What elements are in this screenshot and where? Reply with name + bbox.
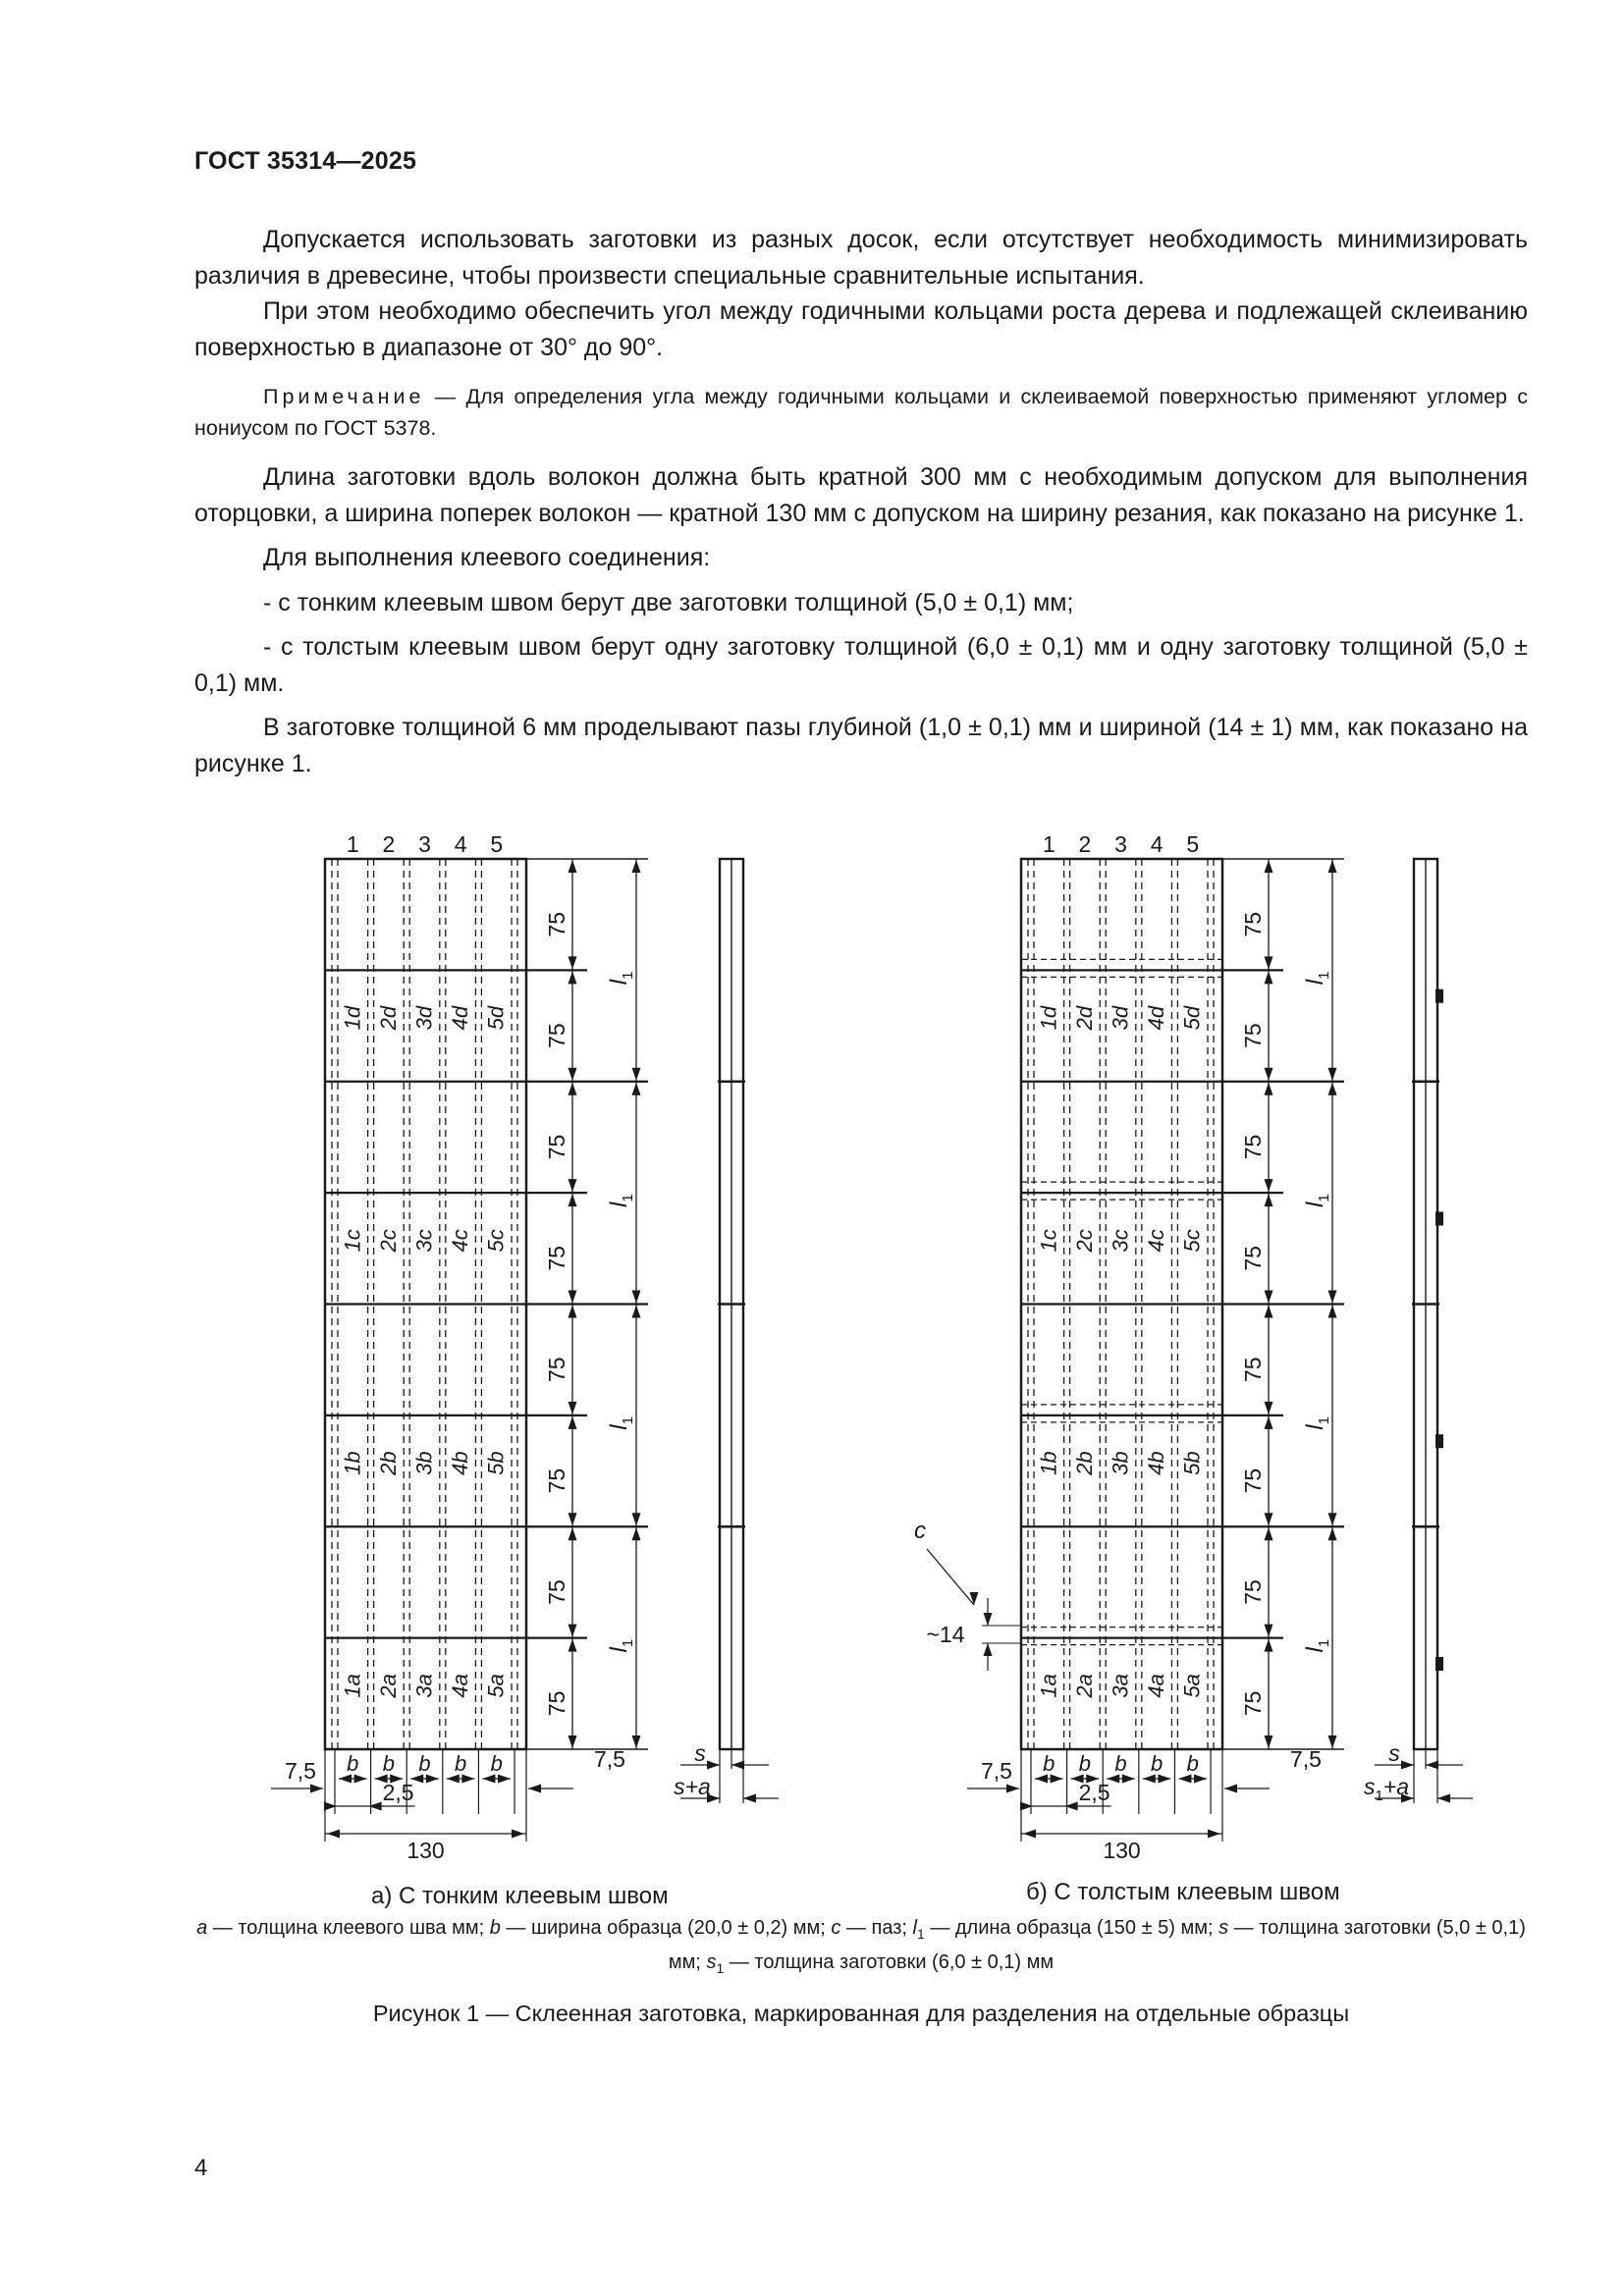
dimension-arrow <box>632 860 641 873</box>
list-item: - с толстым клеевым швом берут одну заготовку толщиной (6,0 ± 0,1) мм и одну заготовку толщиной (5,0 ± 0,1) мм. <box>194 633 1528 697</box>
dimension-arrow <box>568 1083 577 1095</box>
sample-label: 4c <box>1144 1229 1169 1253</box>
sample-label: 1c <box>1036 1229 1061 1253</box>
sample-length-dimension: $l_1$ <box>606 1416 636 1430</box>
sample-label: 4a <box>448 1674 473 1698</box>
dimension-arrow <box>1426 1761 1438 1770</box>
sample-label: 1c <box>340 1229 365 1253</box>
column-number: 5 <box>1186 831 1200 857</box>
dimension-arrow <box>568 956 577 969</box>
dimension-arrow <box>1265 1194 1273 1206</box>
dimension-arrow <box>1265 1068 1273 1081</box>
figure-legend: a — толщина клеевого шва мм; b — ширина образца (20,0 ± 0,2) мм; c — паз; $l_1$ — длина образца (150 ± 5) мм; s — толщина заготовки (5,0 ± 0,1) мм; $s_1$ — толщина заготовки (6,0 ± 0,1) мм <box>196 1917 1526 1976</box>
caption-thin-seam: а) С тонким клеевым швом <box>371 1883 669 1909</box>
dimension-arrow <box>1265 860 1273 873</box>
segment-dimension: 75 <box>1240 1134 1266 1160</box>
sample-label: 1b <box>1036 1451 1061 1475</box>
groove-width-dimension: ~14 <box>926 1622 965 1647</box>
dimension-arrow <box>707 1761 720 1770</box>
dimension-arrow <box>568 860 577 873</box>
sample-label: 5c <box>1179 1229 1205 1253</box>
sample-label: 4d <box>448 1005 473 1031</box>
dimension-arrow <box>632 1513 641 1525</box>
dimension-arrow <box>568 1291 577 1304</box>
sample-label: 4d <box>1144 1005 1169 1031</box>
sample-label: 1d <box>340 1005 365 1031</box>
strip-width-dimension: b <box>1078 1751 1092 1776</box>
paragraph: При этом необходимо обеспечить угол между годичными кольцами роста дерева и подлежащей склеиванию поверхностью в диапазоне от 30° до 90°. <box>194 297 1528 361</box>
sample-label: 4c <box>448 1229 473 1253</box>
dimension-arrow <box>1265 1513 1273 1525</box>
sample-label: 1a <box>340 1674 365 1698</box>
dimension-arrow <box>1224 1785 1237 1793</box>
sample-label: 5b <box>1179 1451 1205 1475</box>
segment-dimension: 75 <box>1240 1579 1266 1605</box>
sample-label: 3a <box>1108 1674 1133 1698</box>
segment-dimension: 75 <box>544 1468 569 1494</box>
groove-mark <box>1435 1211 1443 1225</box>
column-number: 3 <box>1114 831 1127 857</box>
dimension-arrow <box>512 1830 524 1839</box>
segment-dimension: 75 <box>1240 1468 1266 1494</box>
sample-label: 3d <box>1108 1005 1133 1031</box>
column-number: 5 <box>490 831 504 857</box>
dimension-arrow <box>1328 1083 1337 1095</box>
note-label: Примечание <box>263 385 425 408</box>
note <box>194 381 1528 444</box>
sample-label: 5b <box>483 1451 509 1475</box>
sample-label: 2b <box>1071 1451 1097 1475</box>
paragraph: Для выполнения клеевого соединения: <box>263 544 711 571</box>
overall-width-dimension: 130 <box>1103 1838 1141 1863</box>
strip-width-dimension: b <box>1186 1751 1199 1776</box>
margin-dimension: 7,5 <box>981 1758 1012 1784</box>
margin-dimension: 7,5 <box>1290 1746 1322 1772</box>
dimension-arrow <box>1265 1735 1273 1748</box>
strip-width-dimension: b <box>382 1751 396 1776</box>
dimension-arrow <box>1265 1625 1273 1637</box>
dimension-arrow <box>568 1194 577 1206</box>
groove-mark <box>1435 1657 1443 1671</box>
page-number: 4 <box>194 2155 208 2181</box>
dimension-arrow <box>1265 1291 1273 1304</box>
dimension-arrow <box>984 1643 993 1656</box>
column-number: 4 <box>1150 831 1164 857</box>
sample-label: 5d <box>1179 1005 1205 1031</box>
strip-width-dimension: b <box>347 1751 359 1776</box>
segment-dimension: 75 <box>1240 1246 1266 1271</box>
dimension-arrow <box>1265 1416 1273 1429</box>
dimension-arrow <box>568 1402 577 1415</box>
sample-label: 2c <box>1071 1229 1097 1253</box>
dimension-arrow <box>310 1785 323 1793</box>
strip-width-dimension: b <box>1151 1751 1164 1776</box>
dimension-arrow <box>632 1068 641 1081</box>
dimension-arrow <box>568 1068 577 1081</box>
column-number: 2 <box>382 831 396 857</box>
segment-dimension: 75 <box>544 1579 569 1605</box>
strip-width-dimension: b <box>418 1751 431 1776</box>
strip-width-dimension: b <box>455 1751 467 1776</box>
dimension-arrow <box>1401 1761 1414 1770</box>
legend-symbol: s <box>706 1951 717 1973</box>
segment-dimension: 75 <box>544 1690 569 1717</box>
margin-dimension: 7,5 <box>285 1758 316 1784</box>
dimension-arrow <box>568 1416 577 1429</box>
dimension-arrow <box>1328 1527 1337 1540</box>
groove-mark <box>1435 1434 1443 1448</box>
margin-dimension: 7,5 <box>594 1746 625 1772</box>
figure-drawing <box>0 815 1624 1875</box>
segment-dimension: 75 <box>544 1023 569 1048</box>
overall-width-dimension: 130 <box>406 1838 445 1863</box>
sample-length-dimension: $l_1$ <box>1302 1416 1332 1430</box>
segment-dimension: 75 <box>544 1357 569 1382</box>
dimension-arrow <box>568 1735 577 1748</box>
dimension-arrow <box>568 1625 577 1637</box>
dimension-arrow <box>632 1291 641 1304</box>
dimension-arrow <box>568 971 577 984</box>
sample-label: 2b <box>375 1451 401 1475</box>
dimension-arrow <box>568 1179 577 1192</box>
dimension-arrow <box>1265 1179 1273 1192</box>
column-number: 3 <box>418 831 431 857</box>
sample-label: 3d <box>411 1005 437 1031</box>
column-number: 4 <box>454 831 467 857</box>
sample-label: 3b <box>411 1451 437 1475</box>
dimension-arrow <box>1265 956 1273 969</box>
dimension-arrow <box>1265 971 1273 984</box>
segment-dimension: 75 <box>1240 911 1266 937</box>
column-number: 2 <box>1078 831 1092 857</box>
dimension-arrow <box>1006 1785 1019 1793</box>
sample-label: 2d <box>1071 1005 1097 1031</box>
thickness-dimension: s <box>694 1740 706 1766</box>
figure-title: Рисунок 1 — Склеенная заготовка, маркированная для разделения на отдельные образцы <box>372 2001 1350 2026</box>
segment-dimension: 75 <box>544 1246 569 1271</box>
dimension-arrow <box>327 1830 340 1839</box>
paragraph: Допускается использовать заготовки из разных досок, если отсутствует необходимость минимизировать различия в древесине, чтобы произвести специальные сравнительные испытания. <box>194 226 1528 290</box>
dimension-arrow <box>1328 1068 1337 1081</box>
sample-length-dimension: $l_1$ <box>1302 1638 1332 1653</box>
column-number: 1 <box>1042 831 1056 857</box>
segment-dimension: 75 <box>1240 1357 1266 1382</box>
dimension-arrow <box>1328 1513 1337 1525</box>
sample-label: 2a <box>375 1674 401 1698</box>
sample-label: 3a <box>411 1674 437 1698</box>
leader-line <box>927 1549 974 1605</box>
legend-symbol: s <box>1218 1917 1229 1939</box>
legend-symbol: l <box>912 1917 917 1939</box>
dimension-arrow <box>1265 1306 1273 1318</box>
segment-dimension: 75 <box>1240 1023 1266 1048</box>
sample-length-dimension: $l_1$ <box>606 1638 636 1653</box>
thickness-seam-dimension: $s_1+a$ <box>1363 1774 1410 1804</box>
dimension-arrow <box>1328 1735 1337 1748</box>
document-header: ГОСТ 35314—2025 <box>194 147 417 175</box>
dimension-arrow <box>1265 1402 1273 1415</box>
paragraph: В заготовке толщиной 6 мм проделывают пазы глубиной (1,0 ± 0,1) мм и шириной (14 ± 1) мм, как показано на рисунке 1. <box>194 714 1528 777</box>
sample-length-dimension: $l_1$ <box>606 1194 636 1207</box>
column-number: 1 <box>346 831 359 857</box>
dimension-arrow <box>731 1761 744 1770</box>
thickness-seam-dimension: s+a <box>674 1774 711 1799</box>
caption-thick-seam: б) С толстым клеевым швом <box>1026 1879 1340 1905</box>
body-text <box>194 222 1528 781</box>
thickness-dimension: s <box>1388 1740 1400 1766</box>
sample-label: 5a <box>483 1674 509 1698</box>
legend-symbol: a <box>196 1917 208 1939</box>
sample-label: 5c <box>483 1229 509 1253</box>
dimension-arrow <box>568 1527 577 1540</box>
sample-label: 4b <box>448 1451 473 1475</box>
dimension-arrow <box>632 1735 641 1748</box>
sample-label: 1d <box>1036 1005 1061 1031</box>
dimension-arrow <box>632 1306 641 1318</box>
legend-symbol: b <box>489 1917 501 1939</box>
dimension-arrow <box>1437 1794 1450 1803</box>
sample-label: 3b <box>1108 1451 1133 1475</box>
dimension-arrow <box>568 1639 577 1652</box>
dimension-arrow <box>743 1794 756 1803</box>
dimension-arrow <box>1023 1830 1036 1839</box>
dimension-arrow <box>568 1306 577 1318</box>
legend-symbol: c <box>831 1917 841 1939</box>
sample-label: 2c <box>375 1229 401 1253</box>
dimension-arrow <box>632 1083 641 1095</box>
sample-label: 3c <box>1108 1229 1133 1253</box>
sample-length-dimension: $l_1$ <box>606 971 636 986</box>
dimension-arrow <box>970 1592 979 1605</box>
sample-length-dimension: $l_1$ <box>1302 1194 1332 1207</box>
sample-label: 2d <box>375 1005 401 1031</box>
groove-label: c <box>914 1518 926 1544</box>
segment-dimension: 75 <box>1240 1690 1266 1717</box>
segment-dimension: 75 <box>544 911 569 937</box>
sample-label: 2a <box>1071 1674 1097 1698</box>
sample-label: 1b <box>340 1451 365 1475</box>
dimension-arrow <box>1328 860 1337 873</box>
sample-label: 5a <box>1179 1674 1205 1698</box>
strip-width-dimension: b <box>1114 1751 1127 1776</box>
dimension-arrow <box>1265 1083 1273 1095</box>
segment-dimension: 75 <box>544 1134 569 1160</box>
strip-width-dimension: b <box>490 1751 503 1776</box>
strip-width-dimension: b <box>1043 1751 1056 1776</box>
sample-label: 5d <box>483 1005 509 1031</box>
sample-label: 3c <box>411 1229 437 1253</box>
dimension-arrow <box>528 1785 541 1793</box>
sample-label: 4b <box>1144 1451 1169 1475</box>
dimension-arrow <box>1328 1306 1337 1318</box>
dimension-arrow <box>568 1513 577 1525</box>
dimension-arrow <box>1265 1639 1273 1652</box>
groove-mark <box>1435 989 1443 1003</box>
paragraph: Длина заготовки вдоль волокон должна быть кратной 300 мм с необходимым допуском для выполнения оторцовки, а ширина поперек волокон — кратной 130 мм с допуском на ширину резания, как показано на рисунке 1. <box>194 463 1528 527</box>
dimension-arrow <box>1328 1291 1337 1304</box>
cut-width-dimension: 2,5 <box>1078 1780 1110 1805</box>
list-item: - с тонким клеевым швом берут две заготовки толщиной (5,0 ± 0,1) мм; <box>263 588 1074 616</box>
dimension-arrow <box>1208 1830 1220 1839</box>
cut-width-dimension: 2,5 <box>382 1780 414 1805</box>
dimension-arrow <box>632 1527 641 1540</box>
sample-label: 4a <box>1144 1674 1169 1698</box>
note-text: — Для определения угла между годичными кольцами и склеиваемой поверхностью применяют угломер с нониусом по ГОСТ 5378. <box>194 385 1528 440</box>
sample-length-dimension: $l_1$ <box>1302 971 1332 986</box>
dimension-arrow <box>984 1613 993 1626</box>
dimension-arrow <box>1265 1527 1273 1540</box>
sample-label: 1a <box>1036 1674 1061 1698</box>
